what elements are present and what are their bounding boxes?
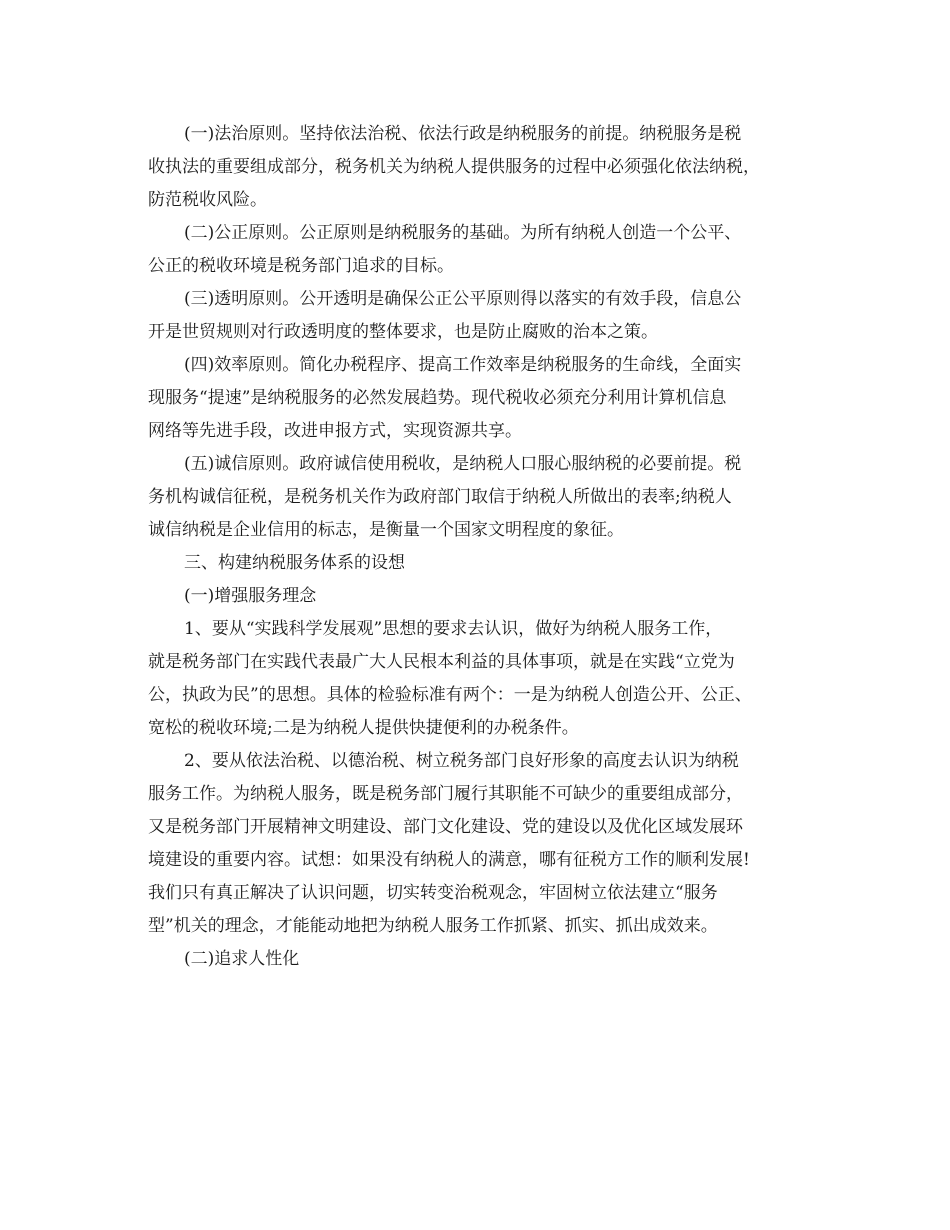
paragraph-line: 公正的税收环境是税务部门追求的目标。	[148, 256, 454, 276]
paragraph	[148, 349, 808, 448]
document-body	[148, 118, 808, 976]
paragraph-first-line: (一)增强服务理念	[184, 586, 317, 606]
paragraph-first-line: (二)公正原则。公正原则是纳税服务的基础。为所有纳税人创造一个公平、	[184, 223, 742, 243]
paragraph-first-line: (五)诚信原则。政府诚信使用税收，是纳税人口服心服纳税的必要前提。税	[184, 454, 742, 474]
paragraph	[148, 547, 808, 580]
paragraph-line: 型”机关的理念，才能能动地把为纳税人服务工作抓紧、抓实、抓出成效来。	[148, 916, 718, 936]
paragraph	[148, 613, 808, 745]
paragraph-line: 宽松的税收环境;二是为纳税人提供快捷便利的办税条件。	[148, 718, 579, 738]
paragraph-first-line: 2、要从依法治税、以德治税、树立税务部门良好形象的高度去认识为纳税	[184, 751, 739, 771]
paragraph	[148, 943, 808, 976]
paragraph	[148, 118, 808, 217]
paragraph-first-line: (三)透明原则。公开透明是确保公正公平原则得以落实的有效手段，信息公	[184, 289, 742, 309]
paragraph-line: 现服务“提速”是纳税服务的必然发展趋势。现代税收必须充分利用计算机信息	[148, 388, 727, 408]
paragraph-first-line: 1、要从“实践科学发展观”思想的要求去认识，做好为纳税人服务工作，	[184, 619, 723, 639]
paragraph	[148, 580, 808, 613]
paragraph	[148, 745, 808, 943]
paragraph-first-line: (四)效率原则。简化办税程序、提高工作效率是纳税服务的生命线，全面实	[184, 355, 742, 375]
paragraph-line: 就是税务部门在实践代表最广大人民根本利益的具体事项，就是在实践“立党为	[148, 652, 735, 672]
paragraph-line: 公，执政为民”的思想。具体的检验标准有两个：一是为纳税人创造公开、公正、	[148, 685, 752, 705]
paragraph-line: 境建设的重要内容。试想：如果没有纳税人的满意，哪有征税方工作的顺利发展!	[148, 850, 750, 870]
paragraph-line: 服务工作。为纳税人服务，既是税务部门履行其职能不可缺少的重要组成部分，	[148, 784, 743, 804]
paragraph	[148, 217, 808, 283]
paragraph-first-line: (二)追求人性化	[184, 949, 300, 969]
paragraph-line: 收执法的重要组成部分，税务机关为纳税人提供服务的过程中必须强化依法纳税，	[148, 157, 760, 177]
paragraph-line: 防范税收风险。	[148, 190, 267, 210]
paragraph	[148, 448, 808, 547]
paragraph-line: 务机构诚信征税，是税务机关作为政府部门取信于纳税人所做出的表率;纳税人	[148, 487, 732, 507]
paragraph-line: 网络等先进手段，改进申报方式，实现资源共享。	[148, 421, 522, 441]
paragraph-line: 诚信纳税是企业信用的标志，是衡量一个国家文明程度的象征。	[148, 520, 624, 540]
paragraph-first-line: 三、构建纳税服务体系的设想	[184, 553, 405, 573]
paragraph	[148, 283, 808, 349]
paragraph-line: 开是世贸规则对行政透明度的整体要求，也是防止腐败的治本之策。	[148, 322, 658, 342]
paragraph-line: 我们只有真正解决了认识问题，切实转变治税观念，牢固树立依法建立“服务	[148, 883, 718, 903]
paragraph-line: 又是税务部门开展精神文明建设、部门文化建设、党的建设以及优化区域发展环	[148, 817, 743, 837]
paragraph-first-line: (一)法治原则。坚持依法治税、依法行政是纳税服务的前提。纳税服务是税	[184, 124, 742, 144]
